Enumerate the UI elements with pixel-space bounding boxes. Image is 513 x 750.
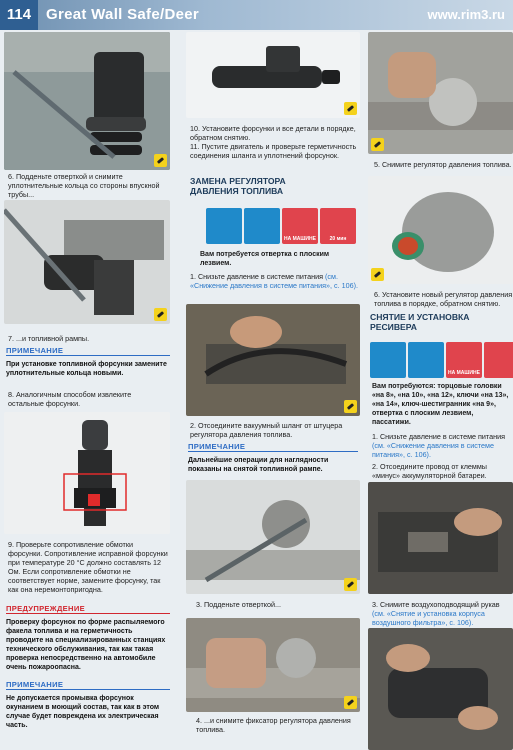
regulator-step-1 [190, 272, 358, 290]
air-duct-art [368, 628, 513, 750]
receiver-step-3-text: 3. Снимите воздухоподводящий рукав [372, 600, 500, 609]
note-heading-2: ПРИМЕЧАНИЕ [6, 680, 170, 690]
new-regulator-art [368, 176, 513, 284]
step-1-text: 1. Снизьте давление в системе питания [190, 272, 324, 281]
warning-text: Проверку форсунок по форме распыляемого факела топлива и на герметичность проводите на специализированных станциях технического обслуживания, так как такая проверка непосредственно на автомобиле очень пожароопасна. [6, 619, 166, 671]
caption-step-6: 6. Подденьте отверткой и снимите уплотнительные кольца со стороны впускной трубы... [8, 172, 160, 199]
note-heading: ПРИМЕЧАНИЕ [6, 346, 170, 356]
book-title: Great Wall Safe/Deer [46, 6, 200, 23]
caption-receiver-step-5: 5. Снимите регулятор давления топлива. [374, 160, 512, 169]
tools-needed: Вам потребуется отвертка с плоским лезвием. [200, 251, 330, 267]
tool-icon [344, 400, 357, 413]
photo-remove-regulator [368, 32, 513, 154]
car-icon: НА МАШИНЕ [446, 342, 482, 378]
wrench-icon [370, 342, 406, 378]
receiver-requirements-icons [370, 342, 513, 378]
car-icon: НА МАШИНЕ [282, 208, 318, 244]
page-number: 114 [0, 0, 38, 30]
photo-vacuum-hose [186, 304, 360, 416]
requirements-icons [206, 208, 356, 244]
site-url[interactable]: www.rim3.ru [427, 7, 505, 22]
tool-icon [344, 696, 357, 709]
injector-photo-art [4, 32, 170, 170]
caption-regulator-step-3: 3. Подденьте отверткой... [196, 600, 281, 609]
tool-icon [344, 578, 357, 591]
wrench-icon [206, 208, 242, 244]
caption-step-7: 7. ...и топливной рампы. [8, 334, 90, 343]
page-header [0, 0, 513, 30]
remove-regulator-art [368, 32, 513, 154]
note-text-col2: Дальнейшие операции для наглядности показаны на снятой топливной рампе. [188, 457, 329, 473]
photo-injector-screwdriver [4, 32, 170, 170]
clock-icon [484, 342, 513, 378]
ohmmeter-art [4, 412, 170, 534]
tool-icon [154, 154, 167, 167]
injector-assembled-art [186, 32, 360, 118]
caption-step-10: 10. Установите форсунки и все детали в порядке, обратном снятию. [190, 124, 356, 142]
caption-step-9: 9. Проверьте сопротивление обмотки форсунки. Сопротивление исправной форсунки при температуре 20 °С должно составлять 12 Ом. Если сопротивление обмотки не соответствует норме, замените форсунку, так как она неремонтопригодна. [8, 540, 168, 594]
photo-air-duct [368, 628, 513, 750]
tool-icon [344, 102, 357, 115]
receiver-step-3-link[interactable]: (см. «Снятие и установка корпуса воздушного фильтра», с. 106). [372, 609, 485, 627]
caption-step-11: 11. Пустите двигатель и проверьте герметичность соединения шланга и уплотнений форсунок. [190, 142, 357, 160]
receiver-tools-needed: Вам потребуются: торцовые головки «на 8», «на 10», «на 12», ключи «на 13», «на 14», ключ-шестигранник «на 9», отвертка с плоским лезвием, пассатижи. [372, 383, 509, 426]
pry-screwdriver-art [186, 480, 360, 594]
photo-injector-assembled [186, 32, 360, 118]
caption-regulator-step-4: 4. ...и снимите фиксатор регулятора давления топлива. [196, 716, 351, 734]
photo-regulator-clip [186, 618, 360, 712]
photo-battery-terminal [368, 482, 513, 594]
clock-icon: 20 мин [320, 208, 356, 244]
warning-heading: ПРЕДУПРЕЖДЕНИЕ [6, 604, 170, 614]
receiver-step-2: 2. Отсоедините провод от клеммы «минус» аккумуляторной батареи. [372, 462, 487, 480]
vacuum-hose-art [186, 304, 360, 416]
step-1-link[interactable]: (см. «Снижение давления в системе питания», с. 106). [190, 272, 358, 290]
caption-regulator-step-2: 2. Отсоедините вакуумный шланг от штуцера регулятора давления топлива. [190, 421, 343, 439]
photo-new-regulator [368, 176, 513, 284]
battery-terminal-art [368, 482, 513, 594]
caption-step-8: 8. Аналогичным способом извлеките остальные форсунки. [8, 390, 132, 408]
tool-icon [371, 138, 384, 151]
person-icon [408, 342, 444, 378]
note-text: При установке топливной форсунки замените уплотнительные кольца новыми. [6, 361, 167, 377]
photo-injector-rail [4, 200, 170, 324]
receiver-step-3 [372, 600, 512, 627]
receiver-step-1-link[interactable]: (см. «Снижение давления в системе питания», с. 106). [372, 441, 494, 459]
receiver-step-1 [372, 432, 512, 459]
injector-rail-art [4, 200, 170, 324]
caption-new-regulator-step-6: 6. Установите новый регулятор давления топлива в порядке, обратном снятию. [374, 290, 513, 308]
regulator-clip-art [186, 618, 360, 712]
tool-icon [371, 268, 384, 281]
photo-injector-ohmmeter [4, 412, 170, 534]
section-title-regulator: ЗАМЕНА РЕГУЛЯТОРА ДАВЛЕНИЯ ТОПЛИВА [190, 176, 286, 196]
section-title-receiver: СНЯТИЕ И УСТАНОВКА РЕСИВЕРА [370, 312, 470, 332]
person-icon [244, 208, 280, 244]
note-heading-col2: ПРИМЕЧАНИЕ [188, 442, 358, 452]
receiver-step-1-text: 1. Снизьте давление в системе питания [372, 432, 506, 441]
photo-pry-screwdriver [186, 480, 360, 594]
tool-icon [154, 308, 167, 321]
note-text-2: Не допускается промывка форсунок окунанием в моющий состав, так как в этом случае будет повреждена их электрическая часть. [6, 695, 160, 729]
